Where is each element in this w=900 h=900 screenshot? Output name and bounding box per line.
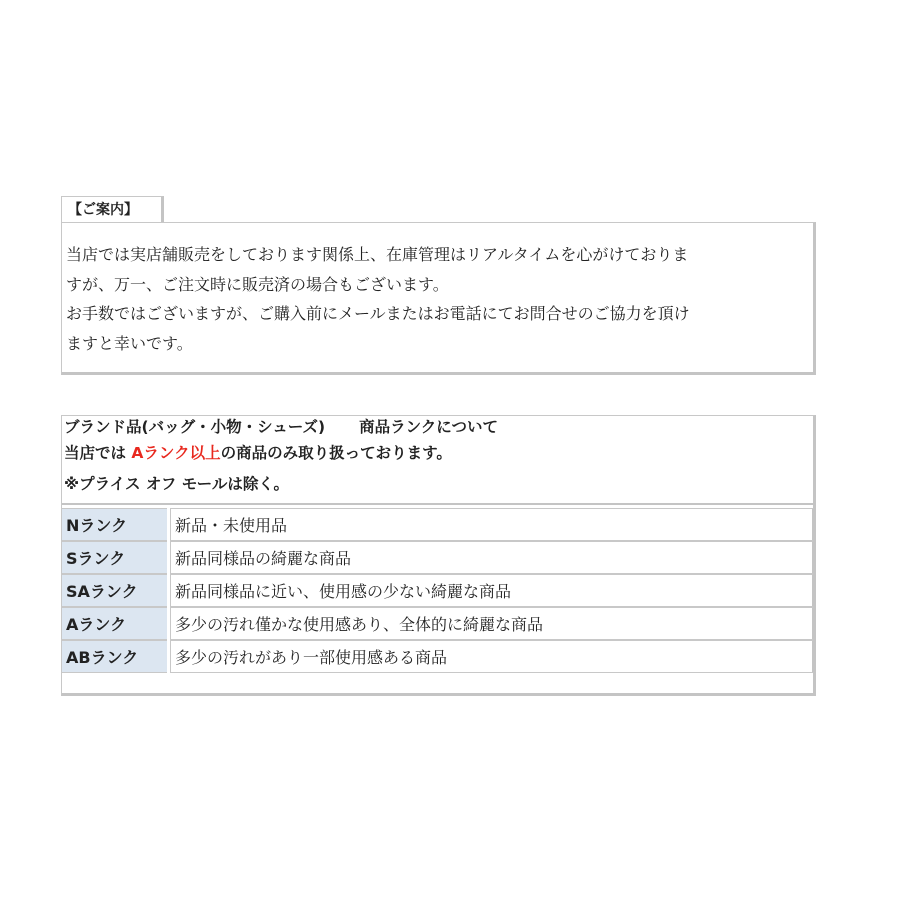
- policy-prefix: 当店では: [64, 444, 132, 462]
- rank-description: 新品同様品に近い、使用感の少ない綺麗な商品: [170, 574, 814, 607]
- notice-line: お手数ではございますが、ご購入前にメールまたはお電話にてお問合せのご協力を頂け: [66, 304, 690, 323]
- rank-label: SAランク: [62, 574, 167, 607]
- notice-title: 【ご案内】: [61, 196, 164, 222]
- rank-exception: ※プライス オフ モールは除く。: [64, 475, 290, 493]
- rank-label: ABランク: [62, 640, 167, 673]
- policy-highlight: Aランク以上: [131, 444, 221, 462]
- table-row: [62, 574, 814, 607]
- rank-label: Sランク: [62, 541, 167, 574]
- rank-header: [62, 416, 813, 505]
- rank-label: Nランク: [62, 508, 167, 541]
- rank-table: [62, 508, 814, 673]
- rank-description: 多少の汚れがあり一部使用感ある商品: [170, 640, 814, 673]
- table-row: [62, 508, 814, 541]
- rank-label: Aランク: [62, 607, 167, 640]
- notice-line: 当店では実店舗販売をしております関係上、在庫管理はリアルタイムを心がけておりま: [66, 245, 689, 264]
- rank-policy: [64, 438, 813, 469]
- table-row: [62, 541, 814, 574]
- table-row: [62, 640, 814, 673]
- rank-description: 新品・未使用品: [170, 508, 814, 541]
- rank-heading: [64, 416, 813, 438]
- rank-heading-right: 商品ランクについて: [359, 418, 498, 436]
- rank-section: [61, 415, 816, 696]
- policy-suffix: の商品のみ取り扱っております。: [220, 444, 452, 462]
- rank-description: 多少の汚れ僅かな使用感あり、全体的に綺麗な商品: [170, 607, 814, 640]
- rank-heading-left: ブランド品(バッグ・小物・シューズ): [64, 418, 326, 436]
- table-row: [62, 607, 814, 640]
- notice-box: [61, 222, 816, 375]
- rank-description: 新品同様品の綺麗な商品: [170, 541, 814, 574]
- notice-line: すが、万一、ご注文時に販売済の場合もございます。: [66, 274, 449, 294]
- notice-line: ますと幸いです。: [66, 333, 193, 353]
